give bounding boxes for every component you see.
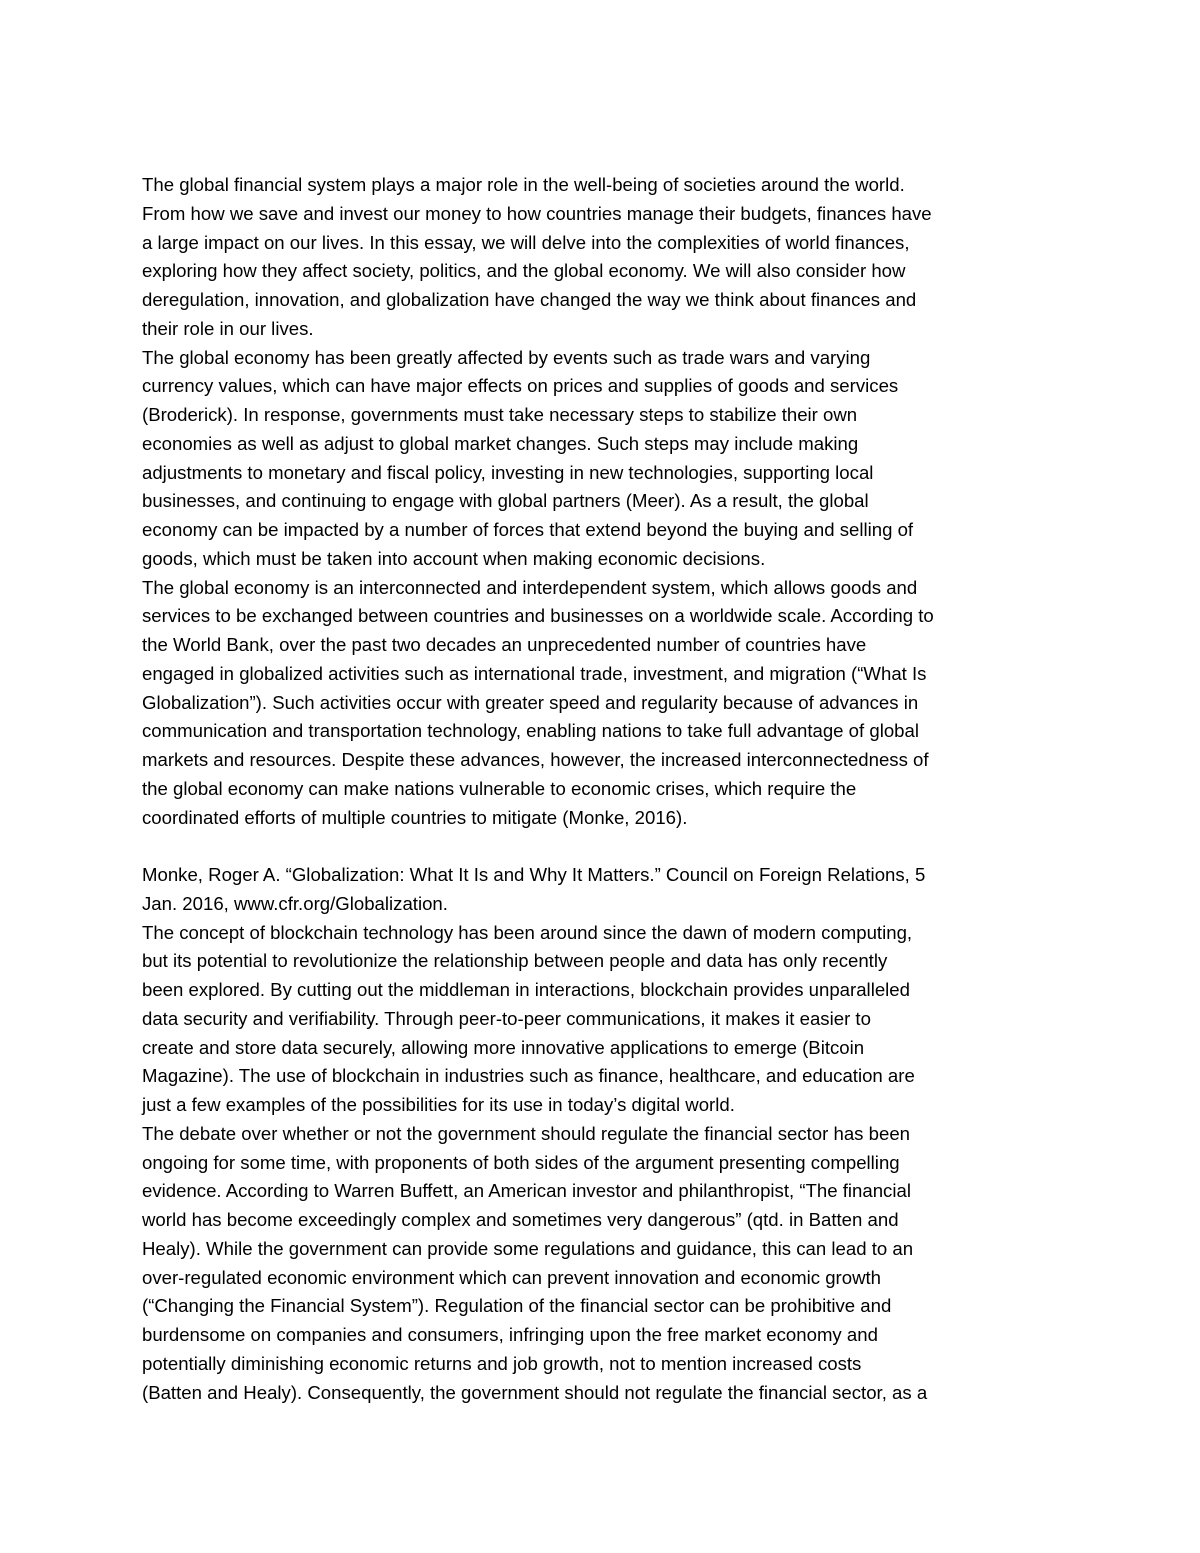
text-line: but its potential to revolutionize the relationship between people and data has only recently	[142, 950, 888, 972]
text-line: engaged in globalized activities such as international trade, investment, and migration (“What Is	[142, 662, 927, 684]
text-line: adjustments to monetary and fiscal policy, investing in new technologies, supporting local	[142, 461, 874, 483]
text-line: services to be exchanged between countries and businesses on a worldwide scale. According to	[142, 605, 934, 627]
text-line: exploring how they affect society, politics, and the global economy. We will also consider how	[142, 260, 906, 282]
text-line: just a few examples of the possibilities for its use in today’s digital world.	[142, 1094, 735, 1115]
text-line: Monke, Roger A. “Globalization: What It Is and Why It Matters.” Council on Foreign Relations, 5	[142, 864, 926, 885]
text-line: businesses, and continuing to engage with global partners (Meer). As a result, the global	[142, 490, 869, 512]
blank-line	[142, 832, 1077, 861]
text-line: data security and verifiability. Through peer-to-peer communications, it makes it easier to	[142, 1007, 871, 1029]
essay-body	[142, 171, 1077, 1407]
citation-paragraph	[142, 861, 1077, 919]
essay-paragraph	[142, 344, 1077, 574]
text-line: The global financial system plays a major role in the well-being of societies around the world.	[142, 174, 905, 195]
text-line: Healy). While the government can provide some regulations and guidance, this can lead to an	[142, 1237, 914, 1259]
essay-paragraph	[142, 919, 1077, 1120]
text-line: currency values, which can have major effects on prices and supplies of goods and services	[142, 375, 899, 397]
essay-paragraph	[142, 1120, 1077, 1408]
essay-paragraph	[142, 574, 1077, 833]
text-line: economy can be impacted by a number of forces that extend beyond the buying and selling of	[142, 519, 914, 540]
text-line: The global economy is an interconnected and interdependent system, which allows goods and	[142, 576, 918, 598]
text-line: goods, which must be taken into account when making economic decisions.	[142, 547, 766, 569]
text-line: burdensome on companies and consumers, infringing upon the free market economy and	[142, 1324, 878, 1345]
text-line: The global economy has been greatly affected by events such as trade wars and varying	[142, 346, 871, 368]
text-line: (Batten and Healy). Consequently, the government should not regulate the financial sector, as a	[142, 1381, 928, 1403]
text-line: ongoing for some time, with proponents of both sides of the argument presenting compelling	[142, 1151, 900, 1173]
text-line: Globalization”). Such activities occur with greater speed and regularity because of advances in	[142, 691, 919, 713]
text-line: over-regulated economic environment which can prevent innovation and economic growth	[142, 1266, 882, 1288]
text-line: (“Changing the Financial System”). Regulation of the financial sector can be prohibitive and	[142, 1295, 892, 1317]
text-line: communication and transportation technology, enabling nations to take full advantage of global	[142, 720, 919, 742]
text-line: The concept of blockchain technology has been around since the dawn of modern computing,	[142, 921, 913, 943]
text-line: world has become exceedingly complex and sometimes very dangerous” (qtd. in Batten and	[142, 1209, 899, 1230]
text-line: deregulation, innovation, and globalization have changed the way we think about finances and	[142, 289, 917, 310]
text-line: (Broderick). In response, governments must take necessary steps to stabilize their own	[142, 404, 858, 425]
text-line: potentially diminishing economic returns and job growth, not to mention increased costs	[142, 1352, 862, 1374]
text-line: coordinated efforts of multiple countries to mitigate (Monke, 2016).	[142, 806, 688, 828]
text-line: been explored. By cutting out the middleman in interactions, blockchain provides unparalleled	[142, 979, 910, 1000]
text-line: create and store data securely, allowing more innovative applications to emerge (Bitcoin	[142, 1036, 865, 1058]
essay-paragraph	[142, 171, 1077, 344]
text-line: markets and resources. Despite these advances, however, the increased interconnectedness of	[142, 749, 929, 770]
text-line: their role in our lives.	[142, 317, 314, 339]
text-line: From how we save and invest our money to how countries manage their budgets, finances have	[142, 202, 932, 224]
text-line: Magazine). The use of blockchain in industries such as finance, healthcare, and education are	[142, 1065, 915, 1087]
text-line: a large impact on our lives. In this essay, we will delve into the complexities of world finances,	[142, 231, 910, 253]
text-line: The debate over whether or not the government should regulate the financial sector has been	[142, 1122, 910, 1144]
text-line: the global economy can make nations vulnerable to economic crises, which require the	[142, 777, 857, 799]
text-line: evidence. According to Warren Buffett, an American investor and philanthropist, “The financial	[142, 1180, 911, 1202]
text-line: the World Bank, over the past two decades an unprecedented number of countries have	[142, 634, 867, 655]
text-line: economies as well as adjust to global market changes. Such steps may include making	[142, 432, 859, 454]
text-line: Jan. 2016, www.cfr.org/Globalization.	[142, 892, 448, 914]
